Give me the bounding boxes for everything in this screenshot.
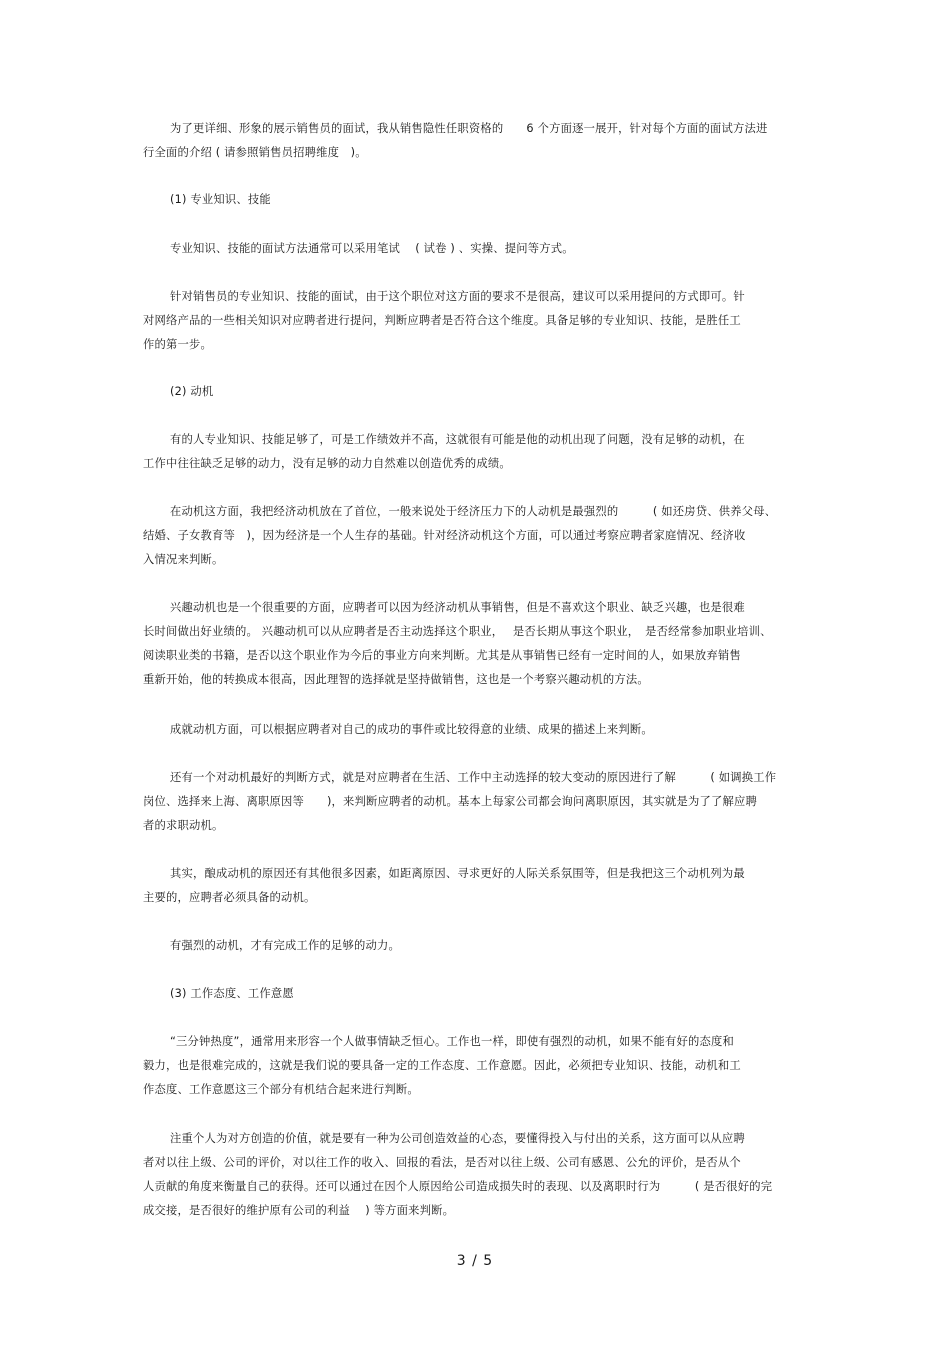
section-heading-2: (2) 动机 <box>170 385 214 398</box>
para-4-line-2: 工作中往往缺乏足够的动力，没有足够的动力自然难以创造优秀的成绩。 <box>143 457 511 470</box>
para-4-line-1: 有的人专业知识、技能足够了，可是工作绩效并不高，这就很有可能是他的动机出现了问题，没有足够的动机，在 <box>170 433 745 446</box>
page-number: 3 / 5 <box>456 1253 494 1269</box>
para-5-line-3: 入情况来判断。 <box>143 553 224 566</box>
para-10-line-1: 有强烈的动机，才有完成工作的足够的动力。 <box>170 939 400 952</box>
para-9-line-2: 主要的，应聘者必须具备的动机。 <box>143 891 316 904</box>
para-3-line-1: 针对销售员的专业知识、技能的面试，由于这个职位对这方面的要求不是很高，建议可以采用提问的方式即可。针 <box>170 290 745 303</box>
para-1-line-2: 行全面的介绍 ( 请参照销售员招聘维度 )。 <box>143 146 367 159</box>
para-6-line-4: 重新开始，他的转换成本很高，因此理智的选择就是坚持做销售，这也是一个考察兴趣动机的方法。 <box>143 673 649 686</box>
para-11-line-3: 作态度、工作意愿这三个部分有机结合起来进行判断。 <box>143 1083 419 1096</box>
para-11-line-1: “三分钟热度”，通常用来形容一个人做事情缺乏恒心。工作也一样，即使有强烈的动机，如果不能有好的态度和 <box>170 1035 734 1048</box>
para-6-line-1: 兴趣动机也是一个很重要的方面，应聘者可以因为经济动机从事销售，但是不喜欢这个职业、缺乏兴趣，也是很难 <box>170 601 745 614</box>
para-12-line-1: 注重个人为对方创造的价值，就是要有一种为公司创造效益的心态，要懂得投入与付出的关系，这方面可以从应聘 <box>170 1132 745 1145</box>
section-heading-1: (1) 专业知识、技能 <box>170 193 271 206</box>
para-12-line-4: 成交接，是否很好的维护原有公司的利益 ) 等方面来判断。 <box>143 1204 455 1217</box>
para-6-line-3: 阅读职业类的书籍，是否以这个职业作为今后的事业方向来判断。尤其是从事销售已经有一定时间的人，如果放弃销售 <box>143 649 741 662</box>
para-12-line-3: 人贡献的角度来衡量自己的获得。还可以通过在因个人原因给公司造成损失时的表现、以及离职时行为 ( 是否很好的完 <box>143 1180 773 1193</box>
para-5-line-1: 在动机这方面，我把经济动机放在了首位，一般来说处于经济压力下的人动机是最强烈的 ( 如还房贷、供养父母、 <box>170 505 777 518</box>
para-1-line-1: 为了更详细、形象的展示销售员的面试，我从销售隐性任职资格的 6 个方面逐一展开，针对每个方面的面试方法进 <box>170 122 768 135</box>
para-2-line-1: 专业知识、技能的面试方法通常可以采用笔试 ( 试卷 ) 、实操、提问等方式。 <box>170 242 574 255</box>
para-3-line-3: 作的第一步。 <box>143 338 212 351</box>
para-6-line-2: 长时间做出好业绩的。 兴趣动机可以从应聘者是否主动选择这个职业， 是否长期从事这个职业， 是否经常参加职业培训、 <box>143 625 772 638</box>
para-9-line-1: 其实，酿成动机的原因还有其他很多因素，如距离原因、寻求更好的人际关系氛围等，但是我把这三个动机列为最 <box>170 867 745 880</box>
para-5-line-2: 结婚、子女教育等 )，因为经济是一个人生存的基础。针对经济动机这个方面，可以通过考察应聘者家庭情况、经济收 <box>143 529 746 542</box>
para-3-line-2: 对网络产品的一些相关知识对应聘者进行提问，判断应聘者是否符合这个维度。具备足够的专业知识、技能，是胜任工 <box>143 314 741 327</box>
para-11-line-2: 毅力，也是很难完成的，这就是我们说的要具备一定的工作态度、工作意愿。因此，必须把专业知识、技能，动机和工 <box>143 1059 741 1072</box>
section-heading-3: (3) 工作态度、工作意愿 <box>170 987 294 1000</box>
para-7-line-1: 成就动机方面，可以根据应聘者对自己的成功的事件或比较得意的业绩、成果的描述上来判断。 <box>170 723 653 736</box>
para-12-line-2: 者对以往上级、公司的评价，对以往工作的收入、回报的看法，是否对以往上级、公司有感恩、公允的评价，是否从个 <box>143 1156 741 1169</box>
para-8-line-3: 者的求职动机。 <box>143 819 224 832</box>
para-8-line-1: 还有一个对动机最好的判断方式，就是对应聘者在生活、工作中主动选择的较大变动的原因进行了解 ( 如调换工作 <box>170 771 777 784</box>
para-8-line-2: 岗位、选择来上海、离职原因等 )，来判断应聘者的动机。基本上每家公司都会询问离职原因，其实就是为了了解应聘 <box>143 795 757 808</box>
